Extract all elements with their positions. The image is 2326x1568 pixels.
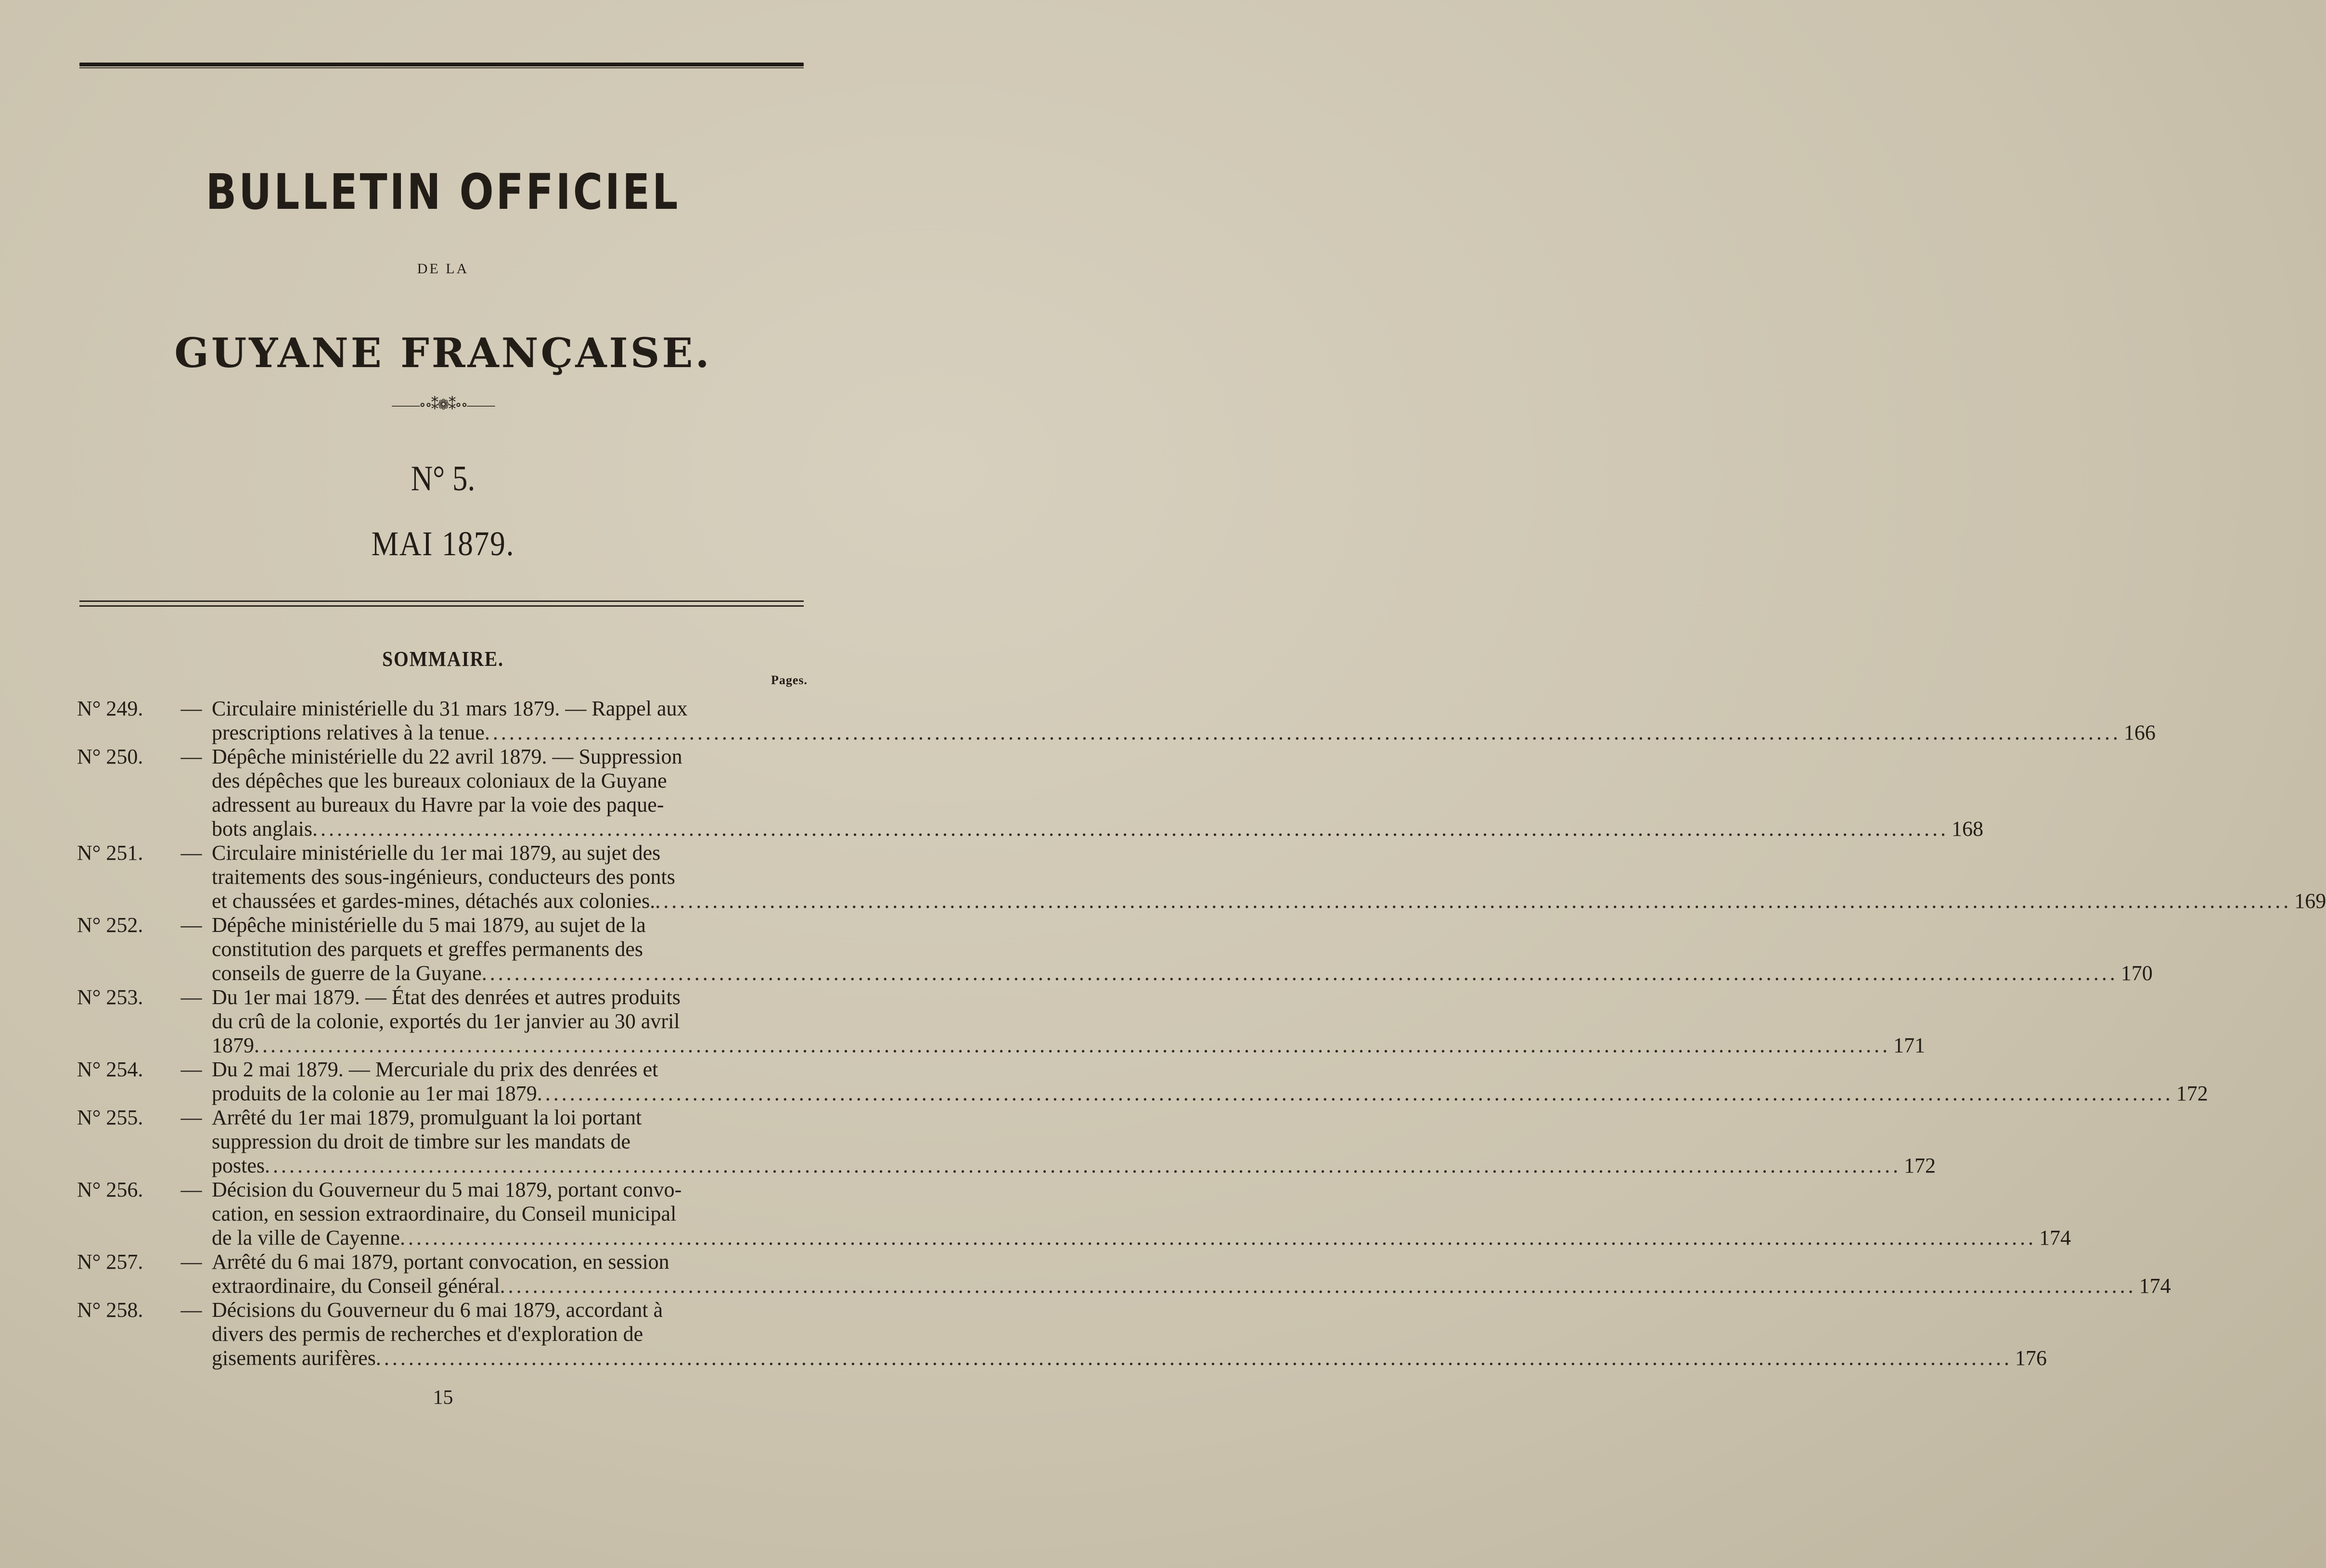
list-item — [77, 1178, 2071, 1250]
entry-page: 174 — [2039, 1226, 2071, 1249]
entry-line — [212, 961, 2153, 985]
entry-line — [212, 1178, 2068, 1202]
list-item — [77, 1250, 2171, 1298]
entry-page: 174 — [2139, 1274, 2171, 1298]
entry-page: 172 — [1904, 1154, 1936, 1177]
dot-leader: ........................................................................................................................................................................................................ — [399, 1226, 2036, 1249]
entry-text: suppression du droit de timbre sur les mandats de — [212, 1130, 631, 1153]
colony-name: GUYANE FRANÇAISE. — [174, 329, 712, 377]
entry-text: conseils de guerre de la Guyane — [212, 961, 482, 985]
entry-text: Décision du Gouverneur du 5 mai 1879, portant convo- — [212, 1178, 682, 1201]
top-rule-thick — [79, 63, 804, 66]
dot-leader: ........................................................................................................................................................................................................ — [312, 817, 1949, 841]
list-item — [77, 985, 1925, 1058]
entry-text: Du 2 mai 1879. — Mercuriale du prix des denrées et — [212, 1058, 658, 1081]
list-item — [77, 913, 2153, 985]
title-connector: DE LA — [417, 261, 469, 277]
entry-text: des dépêches que les bureaux coloniaux de la Guyane — [212, 769, 667, 792]
entry-dash: — — [180, 1298, 202, 1322]
entry-text: Circulaire ministérielle du 31 mars 1879. — Rappel aux — [212, 697, 688, 720]
entry-dash: — — [180, 697, 202, 720]
ornament-divider: ——∘∘⁑❁⁑∘∘—— — [392, 397, 494, 413]
entry-line — [212, 1154, 1936, 1178]
entry-page: 166 — [2123, 721, 2156, 744]
entry-line — [212, 865, 2323, 889]
entry-line — [212, 1202, 2068, 1226]
entry-text: postes — [212, 1154, 265, 1177]
entry-line — [212, 1298, 2044, 1322]
entry-text: et chaussées et gardes-mines, détachés aux colonies. — [212, 889, 655, 913]
entry-text: Décisions du Gouverneur du 6 mai 1879, accordant à — [212, 1298, 663, 1322]
entry-line — [212, 889, 2326, 913]
entry-number: N° 252. — [77, 913, 143, 937]
entry-page: 171 — [1893, 1033, 1925, 1057]
list-item — [77, 841, 2326, 913]
pages-column-label: Pages. — [771, 673, 808, 687]
entry-text: adressent au bureaux du Havre par la voie des paque- — [212, 793, 664, 816]
issue-number: N° 5. — [411, 459, 475, 498]
entry-number: N° 255. — [77, 1106, 143, 1129]
entry-text: Arrêté du 6 mai 1879, portant convocation, en session — [212, 1250, 669, 1274]
entry-line — [212, 721, 2156, 745]
entry-dash: — — [180, 913, 202, 937]
entry-text: Arrêté du 1er mai 1879, promulguant la loi portant — [212, 1106, 642, 1129]
entry-line — [212, 769, 1980, 793]
entry-body — [212, 1178, 2071, 1250]
entry-dash: — — [180, 841, 202, 865]
entry-text: traitements des sous-ingénieurs, conducteurs des ponts — [212, 865, 675, 889]
page-folio: 15 — [433, 1387, 453, 1409]
entry-body — [212, 1106, 1936, 1178]
dot-leader: ........................................................................................................................................................................................................ — [484, 721, 2121, 744]
entry-line — [212, 841, 2323, 865]
entry-page: 176 — [2015, 1346, 2047, 1370]
entry-text: gisements aurifères — [212, 1346, 376, 1370]
dot-leader: ........................................................................................................................................................................................................ — [481, 961, 2118, 985]
dot-leader: ........................................................................................................................................................................................................ — [500, 1274, 2136, 1298]
entry-line — [212, 1322, 2044, 1346]
top-rule — [79, 62, 804, 68]
entry-number: N° 250. — [77, 745, 143, 768]
entry-line — [212, 1130, 1933, 1154]
table-of-contents — [77, 697, 2326, 1370]
entry-line — [212, 697, 2153, 721]
entry-text: prescriptions relatives à la tenue — [212, 721, 485, 744]
double-rule-upper — [79, 600, 804, 602]
entry-line — [212, 745, 1980, 769]
entry-text: Dépêche ministérielle du 5 mai 1879, au sujet de la — [212, 913, 646, 937]
entry-text: Dépêche ministérielle du 22 avril 1879. — Suppression — [212, 745, 682, 768]
entry-line — [212, 1250, 2168, 1274]
dot-leader: ........................................................................................................................................................................................................ — [655, 889, 2292, 913]
entry-body — [212, 1250, 2171, 1298]
entry-text: de la ville de Cayenne — [212, 1226, 400, 1249]
list-item — [77, 697, 2156, 745]
entry-line — [212, 985, 1922, 1009]
entry-body — [212, 1298, 2047, 1370]
entry-text: extraordinaire, du Conseil général — [212, 1274, 500, 1298]
entry-number: N° 254. — [77, 1058, 143, 1081]
entry-text: cation, en session extraordinaire, du Conseil municipal — [212, 1202, 677, 1225]
entry-line — [212, 937, 2150, 961]
double-rule-lower — [79, 605, 804, 607]
entry-dash: — — [180, 985, 202, 1009]
entry-page: 172 — [2176, 1082, 2208, 1105]
entry-text: constitution des parquets et greffes permanents des — [212, 937, 643, 961]
entry-text: bots anglais — [212, 817, 312, 841]
top-rule-thin — [79, 67, 804, 68]
entry-line — [212, 913, 2150, 937]
entry-line — [212, 1082, 2208, 1106]
double-rule — [79, 600, 804, 608]
list-item — [77, 1058, 2208, 1106]
entry-dash: — — [180, 1250, 202, 1274]
entry-number: N° 249. — [77, 697, 143, 720]
entry-dash: — — [180, 1178, 202, 1201]
entry-page: 169 — [2294, 889, 2326, 913]
entry-line — [212, 1058, 2205, 1082]
entry-number: N° 258. — [77, 1298, 143, 1322]
entry-text: 1879 — [212, 1033, 254, 1057]
entry-page: 168 — [1951, 817, 1983, 841]
dot-leader: ........................................................................................................................................................................................................ — [537, 1082, 2173, 1105]
entry-body — [212, 745, 1983, 841]
entry-dash: — — [180, 745, 202, 768]
entry-body — [212, 841, 2326, 913]
list-item — [77, 1106, 1936, 1178]
entry-page: 170 — [2120, 961, 2153, 985]
entry-number: N° 251. — [77, 841, 143, 865]
entry-line — [212, 817, 1983, 841]
entry-line — [212, 1033, 1925, 1058]
entry-line — [212, 1274, 2171, 1298]
entry-dash: — — [180, 1058, 202, 1081]
dot-leader: ........................................................................................................................................................................................................ — [265, 1154, 1901, 1177]
entry-body — [212, 985, 1925, 1058]
entry-line — [212, 1346, 2047, 1370]
dot-leader: ........................................................................................................................................................................................................ — [254, 1033, 1890, 1057]
issue-date: MAI 1879. — [371, 524, 515, 563]
entry-number: N° 257. — [77, 1250, 143, 1274]
list-item — [77, 1298, 2047, 1370]
summary-heading: SOMMAIRE. — [382, 647, 504, 671]
bulletin-title: BULLETIN OFFICIEL — [206, 164, 681, 221]
entry-text: produits de la colonie au 1er mai 1879 — [212, 1082, 537, 1105]
entry-line — [212, 793, 1980, 817]
dot-leader: ........................................................................................................................................................................................................ — [375, 1346, 2012, 1370]
entry-body — [212, 1058, 2208, 1106]
entry-dash: — — [180, 1106, 202, 1129]
entry-line — [212, 1009, 1922, 1033]
entry-text: Circulaire ministérielle du 1er mai 1879, au sujet des — [212, 841, 661, 865]
entry-number: N° 256. — [77, 1178, 143, 1201]
entry-body — [212, 697, 2156, 745]
entry-number: N° 253. — [77, 985, 143, 1009]
entry-line — [212, 1226, 2071, 1250]
entry-text: Du 1er mai 1879. — État des denrées et autres produits — [212, 985, 681, 1009]
entry-text: du crû de la colonie, exportés du 1er janvier au 30 avril — [212, 1009, 680, 1033]
entry-text: divers des permis de recherches et d'exploration de — [212, 1322, 643, 1346]
entry-body — [212, 913, 2153, 985]
entry-line — [212, 1106, 1933, 1130]
list-item — [77, 745, 1983, 841]
